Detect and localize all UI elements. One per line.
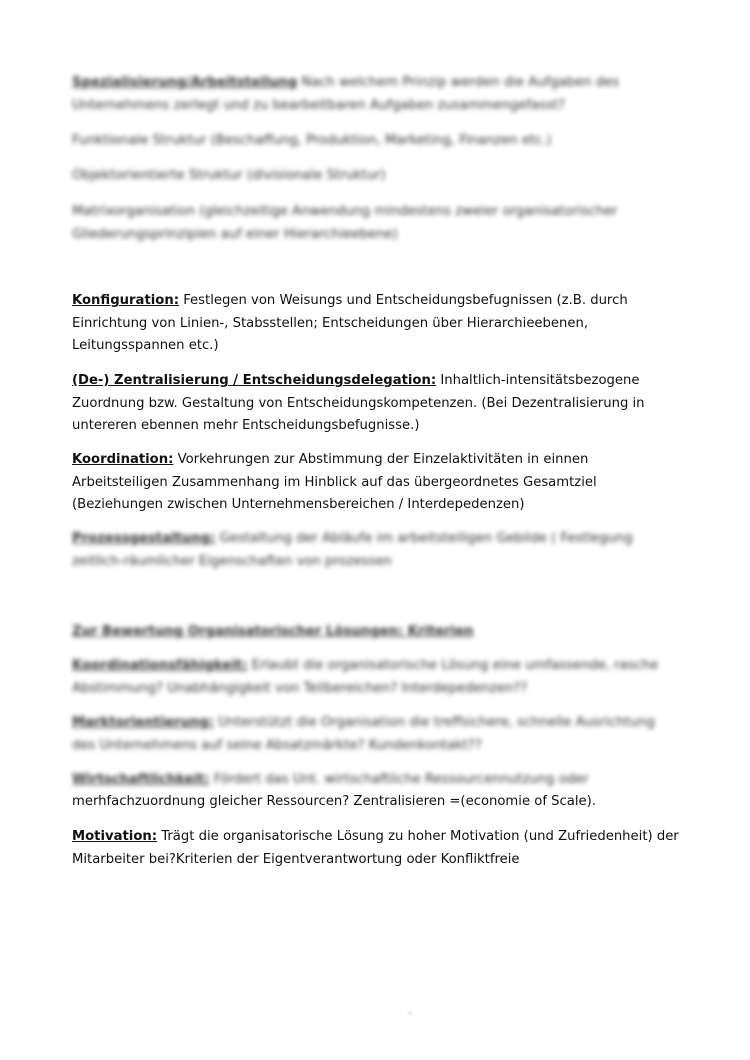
wirtschaftlichkeit-label: Wirtschaftlichkeit:	[72, 772, 210, 787]
blurred-paragraph-funktionale	[72, 130, 682, 153]
spezialisierung-text: Nach welchem Prinzip werden die Aufgaben des Unternehmens zerlegt und zu bearbeitbaren Aufgaben zusammengefasst?	[72, 75, 620, 113]
paragraph-koordination	[72, 449, 682, 517]
wirtschaftlichkeit-text-blurred: Fördert das Unt. wirtschaftliche Ressourcennutzung oder	[209, 772, 589, 787]
blurred-paragraph-spezialisierung	[72, 72, 682, 117]
blurred-line-wirtschaftlichkeit	[72, 769, 682, 792]
motivation-label: Motivation:	[72, 829, 158, 844]
blurred-paragraph-matrix	[72, 201, 682, 246]
motivation-text: Trägt die organisatorische Lösung zu hoher Motivation (und Zufriedenheit) der Mitarbeiter bei?Kriterien der Eigentverantwortung oder Konfliktfreie	[72, 829, 679, 867]
blurred-paragraph-marktorientierung	[72, 712, 682, 757]
spezialisierung-label: Spezialisierung/Arbeitsteilung	[72, 75, 298, 90]
objektorientierte-text: Objektorientierte Struktur (divisionale Struktur)	[72, 168, 386, 183]
marktorientierung-text: Unterstützt die Organisation die treffsichere, schnelle Ausrichtung des Unternehmens auf seine Absatzmärkte? Kundenkontakt??	[72, 715, 655, 753]
page-mark	[408, 1012, 412, 1014]
blurred-paragraph-objektorientierte	[72, 165, 682, 188]
koordination-label: Koordination:	[72, 452, 174, 467]
line-wirtschaftlichkeit-clear	[72, 791, 682, 814]
paragraph-konfiguration	[72, 290, 682, 358]
paragraph-motivation	[72, 826, 682, 871]
paragraph-zentralisierung	[72, 370, 682, 438]
zentralisierung-label: (De-) Zentralisierung / Entscheidungsdelegation:	[72, 373, 437, 388]
bewertung-heading-text: Zur Bewertung Organisatorischer Lösungen: Kriterien	[72, 624, 474, 639]
koordination-text: Vorkehrungen zur Abstimmung der Einzelaktivitäten in einnen Arbeitsteiligen Zusammenhang im Hinblick auf das übergeordnetes Gesamtziel (Beziehungen zwischen Unternehmensbereichen / Interdepedenzen)	[72, 452, 597, 512]
marktorientierung-label: Marktorientierung:	[72, 715, 214, 730]
matrix-text: Matrixorganisation (gleichzeitige Anwendung mindestens zweier organisatorischer Gliederungsprinzipien auf einer Hierarchieebene)	[72, 204, 618, 242]
koordinationsfaehigkeit-label: Koordinationsfähigkeit:	[72, 658, 248, 673]
konfiguration-text: Festlegen von Weisungs und Entscheidungsbefugnissen (z.B. durch Einrichtung von Linien-, Stabsstellen; Entscheidungen über Hierarchieebenen, Leitungsspannen etc.)	[72, 293, 628, 353]
konfiguration-label: Konfiguration:	[72, 293, 179, 308]
koordinationsfaehigkeit-text: Erlaubt die organisatorische Lösung eine umfassende, rasche Abstimmung? Unabhängigkeit von Teilbereichen? Interdepedenzen??	[72, 658, 659, 696]
blurred-paragraph-koordinationsfaehigkeit	[72, 655, 682, 700]
blurred-paragraph-prozessgestaltung	[72, 528, 682, 573]
funktionale-text: Funktionale Struktur (Beschaffung, Produktion, Marketing, Finanzen etc.)	[72, 133, 552, 148]
wirtschaftlichkeit-text-clear: merhfachzuordnung gleicher Ressourcen? Zentralisieren =(economie of Scale).	[72, 794, 596, 809]
prozessgestaltung-text: Gestaltung der Abläufe im arbeitsteiligen Gebilde ( Festlegung zeitlich-räumlicher Eigenschaften von prozessen	[72, 531, 633, 569]
bewertung-heading	[72, 621, 682, 644]
prozessgestaltung-label: Prozessgestaltung:	[72, 531, 216, 546]
zentralisierung-text: Inhaltlich-intensitätsbezogene Zuordnung bzw. Gestaltung von Entscheidungskompetenzen. (Bei Dezentralisierung in untereren ebennen mehr Entscheidungsbefugnisse.)	[72, 373, 645, 433]
